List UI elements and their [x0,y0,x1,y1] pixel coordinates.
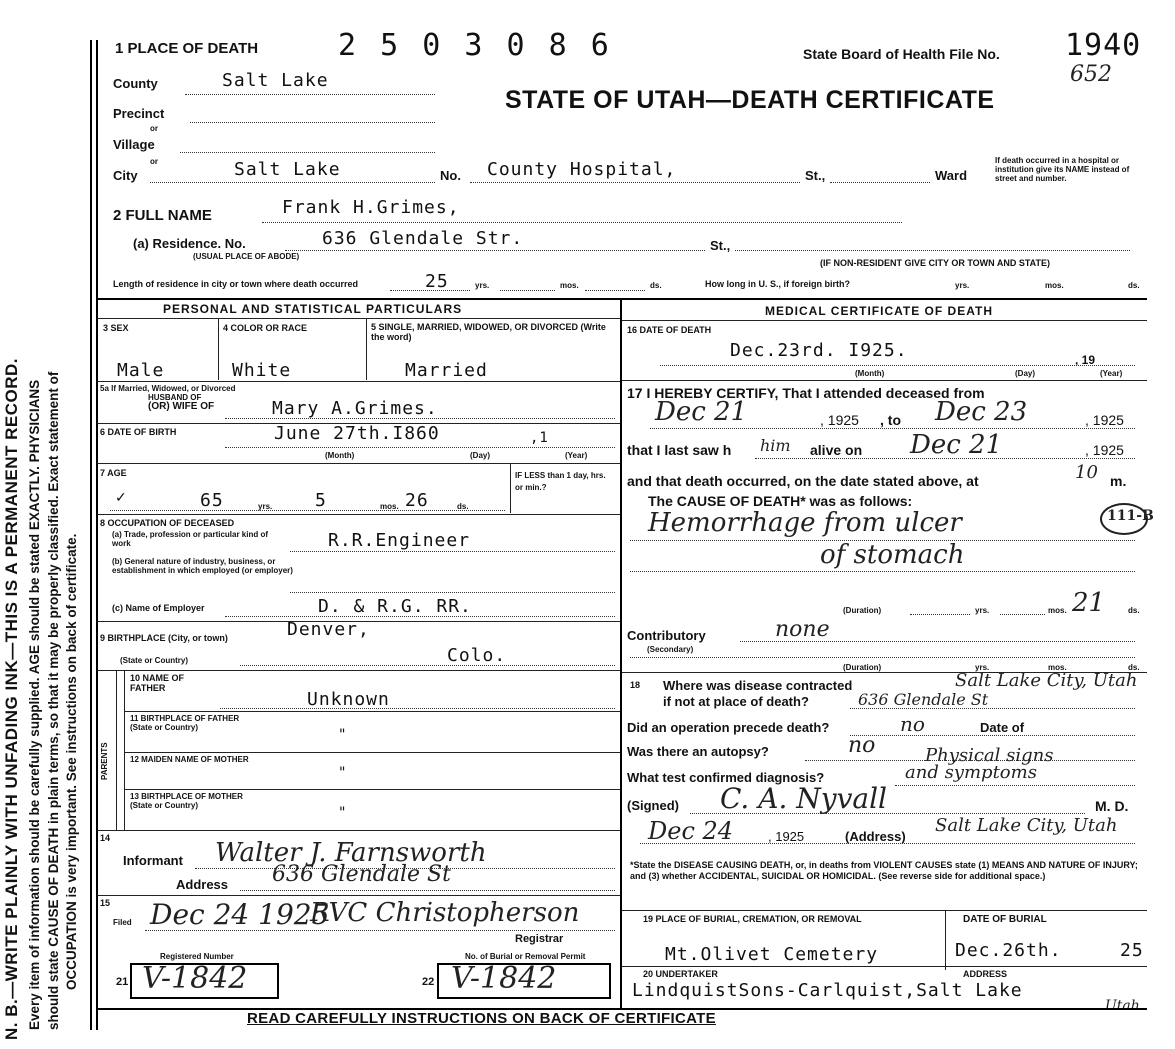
margin-line-2: Every item of information should be carefully supplied. AGE should be stated EXACTLY. PHYSICIANS [27,379,42,1030]
father-birthplace-label: 11 BIRTHPLACE OF FATHER (State or Country) [130,714,240,732]
burial-permit-index: 22 [422,976,435,988]
duration-label: (Duration) [843,606,882,615]
duration2-ds: ds. [1128,663,1140,672]
age-days: 26 [405,490,429,511]
last-saw-label: that I last saw h [627,442,732,458]
last-saw-year: , 1925 [1085,442,1124,458]
not-place-value: 636 Glendale St [858,690,989,709]
registered-number: V-1842 [142,961,248,996]
burial-permit-label: No. of Burial or Removal Permit [465,952,586,961]
last-saw-him: him [760,436,791,455]
age-months: 5 [315,490,327,511]
undertaker-label: 20 UNDERTAKER [643,969,718,979]
to-label: , to [880,412,901,428]
burial-year: 25 [1120,940,1144,961]
dob-value: June 27th.I860 [274,423,440,444]
ward-label: Ward [935,168,968,183]
father-value: Unknown [307,689,390,710]
contracted-value: Salt Lake City, Utah [955,670,1138,691]
margin-border [90,40,92,1030]
age-mos-label: mos. [380,502,399,511]
test-label: What test confirmed diagnosis? [627,770,825,785]
margin-line-4: OCCUPATION is very important. See instructions on back of certificate. [64,533,79,990]
occupation-a-label: (a) Trade, profession or particular kind of work [112,530,269,548]
alive-on-label: alive on [810,442,863,458]
address-no-label: No. [440,168,461,183]
md-label: M. D. [1095,798,1129,814]
how-long-ds: ds. [1128,281,1140,290]
footer-instructions: READ CAREFULLY INSTRUCTIONS ON BACK OF CERTIFICATE [247,1010,716,1027]
age-label: 7 AGE [100,468,127,478]
burial-date: Dec.26th. [955,940,1062,961]
registered-number-label: Registered Number [160,952,234,961]
marital-label: 5 SINGLE, MARRIED, WIDOWED, OR DIVORCED (Write the word) [371,322,606,342]
dob-label: 6 DATE OF BIRTH [100,427,177,437]
place-of-death-label: 1 PLACE OF DEATH [115,40,259,57]
sex-label: 3 SEX [103,323,129,333]
cause-footnote: *State the DISEASE CAUSING DEATH, or, in deaths from VIOLENT CAUSES state (1) MEANS AND NATURE OF INJURY; and (3) whether ACCIDENTAL, SUICIDAL OR HOMICIDAL. (See reverse side for additional space.) [630,860,1138,881]
sex-value: Male [117,360,165,381]
medical-section-title: MEDICAL CERTIFICATE OF DEATH [765,304,993,318]
length-residence-label: Length of residence in city or town where death occurred [113,279,359,289]
registrar-signature: RVC Christopherson [310,898,580,928]
st-label: St., [805,168,826,183]
full-name-label: 2 FULL NAME [113,207,212,224]
cause-label: The CAUSE OF DEATH* was as follows: [648,493,913,509]
autopsy-label: Was there an autopsy? [627,744,769,759]
physician-signature: C. A. Nyvall [720,782,887,815]
residence-label: (a) Residence. No. [133,236,246,251]
signed-year: , 1925 [768,829,805,844]
autopsy-note: Physical signs [925,745,1054,766]
certificate-number: 2 5 0 3 0 8 6 [338,28,612,63]
mother-birthplace-label: 13 BIRTHPLACE OF MOTHER (State or Country) [130,792,243,810]
full-name: Frank H.Grimes, [282,197,460,218]
ward-note: If death occurred in a hospital or institution give its NAME instead of street and number. [995,156,1130,183]
duration-yrs: yrs. [975,606,990,615]
occupation-value: R.R.Engineer [328,530,471,551]
nonresident-note: (IF NON-RESIDENT GIVE CITY OR TOWN AND STATE) [820,258,1051,268]
dob-tail: ,1 [530,430,549,446]
registered-number-box [130,963,279,999]
length-residence-value: 25 [425,271,449,292]
dod-label: 16 DATE OF DEATH [627,325,712,335]
birthplace-label: 9 BIRTHPLACE (City, or town) [100,633,228,643]
physician-address: Salt Lake City, Utah [935,815,1118,836]
last-saw-date: Dec 21 [910,430,1003,460]
dob-month-caption: (Month) [325,451,355,460]
test-value: and symptoms [905,762,1037,783]
file-no-label: State Board of Health File No. [803,46,1000,62]
certificate-title: STATE OF UTAH—DEATH CERTIFICATE [505,86,995,114]
cause-code-text: 111-B [1107,508,1154,524]
signed-date: Dec 24 [648,817,734,845]
attended-from: Dec 21 [655,397,748,427]
contributory-value: none [775,617,830,642]
dod-month-caption: (Month) [855,369,885,378]
margin-border-2 [96,40,98,1030]
death-time-suffix: m. [1110,473,1127,489]
undertaker-state: Utah [1105,998,1140,1014]
spouse-label-2: HUSBAND OF [148,393,202,402]
duration2-mos: mos. [1048,663,1067,672]
or-label-1: or [150,124,158,133]
age-check: ✓ [115,490,127,506]
personal-section-title: PERSONAL AND STATISTICAL PARTICULARS [163,302,463,316]
how-long-mos: mos. [1045,281,1064,290]
burial-place: Mt.Olivet Cemetery [665,944,879,965]
parents-label: PARENTS [100,742,109,780]
operation-value: no [900,712,925,736]
duration-ds: ds. [1128,606,1140,615]
dod-day-caption: (Day) [1015,369,1036,378]
margin-line-1: N. B.—WRITE PLAINLY WITH UNFADING INK—THIS IS A PERMANENT RECORD. [2,358,21,1040]
county-label: County [113,76,158,91]
occupation-b-label: (b) General nature of industry, business, or establishment in which employed (or employer) [112,557,293,575]
death-time-label: and that death occurred, on the date stated above, at [627,473,979,489]
residence-st-label: St., [710,238,731,253]
precinct-label: Precinct [113,106,165,121]
cause-secondary: of stomach [820,540,965,570]
duration-mos: mos. [1048,606,1067,615]
undertaker: LindquistSons-Carlquist,Salt Lake [632,980,1023,1001]
undertaker-address-label: ADDRESS [963,969,1008,979]
reg-number-index: 21 [116,976,129,988]
cause-code [1100,503,1154,535]
informant-label: Informant [123,853,183,868]
duration-value: 21 [1072,588,1106,618]
village-label: Village [113,137,155,152]
mother-birthplace: " [338,805,348,821]
cause-primary: Hemorrhage from ulcer [648,508,962,538]
birthplace-city: Denver, [287,619,370,640]
burial-permit-box [437,963,611,999]
autopsy-value: no [848,733,876,758]
registrar-label: Registrar [515,933,564,945]
burial-permit: V-1842 [451,961,557,996]
filed-number: 15 [100,898,111,908]
margin-instructions [0,0,92,1049]
burial-date-label: DATE OF BURIAL [963,914,1047,925]
residence-value: 636 Glendale Str. [322,228,524,249]
mother-label: 12 MAIDEN NAME OF MOTHER [130,755,249,764]
length-ds: ds. [650,281,662,290]
dob-year-caption: (Year) [565,451,588,460]
q18-number: 18 [630,680,641,690]
dob-day-caption: (Day) [470,451,491,460]
age-ds-label: ds. [457,502,469,511]
length-yrs: yrs. [475,281,490,290]
to-year: , 1925 [1085,412,1124,428]
duration2-yrs: yrs. [975,663,990,672]
not-place-label: if not at place of death? [663,694,809,709]
attended-to: Dec 23 [935,397,1028,427]
secondary-label: (Secondary) [647,645,694,654]
operation-label: Did an operation precede death? [627,720,830,735]
city-label: City [113,168,138,183]
filed-date: Dec 24 1925 [150,898,330,931]
burial-place-label: 19 PLACE OF BURIAL, CREMATION, OR REMOVAL [643,914,862,924]
dod-year-suffix: , 19 [1075,353,1096,367]
spouse-label-1: 5a If Married, Widowed, or Divorced [100,384,236,393]
city-value: Salt Lake [234,159,341,180]
father-label: 10 NAME OF FATHER [130,673,185,693]
margin-line-3: should state CAUSE OF DEATH in plain terms, so that it may be properly classified. Exact statement of [46,371,61,1030]
county-value: Salt Lake [222,70,329,91]
informant-address-label: Address [176,877,229,892]
employer-value: D. & R.G. RR. [318,596,472,617]
from-year: , 1925 [820,412,859,428]
less-than-day-label: IF LESS than 1 day, hrs. or min.? [515,471,606,492]
birthplace-state: Colo. [447,645,507,666]
dod-value: Dec.23rd. I925. [730,340,908,361]
dod-year-caption: (Year) [1100,369,1123,378]
certify-label: 17 I HEREBY CERTIFY, That I attended deceased from [627,385,985,401]
marital-value: Married [405,360,488,381]
date-of-label: Date of [980,720,1025,735]
file-no-secondary: 652 [1070,62,1112,87]
how-long-label: How long in U. S., if foreign birth? [705,279,850,289]
age-yrs-label: yrs. [258,502,273,511]
death-time: 10 [1075,462,1098,483]
father-birthplace: " [338,727,348,743]
length-mos: mos. [560,281,579,290]
address-label: (Address) [845,829,906,844]
duration2-label: (Duration) [843,663,882,672]
usual-place-note: (USUAL PLACE OF ABODE) [193,252,300,261]
color-value: White [232,360,292,381]
how-long-yrs: yrs. [955,281,970,290]
signed-label: (Signed) [627,798,679,813]
spouse-label-3: (OR) WIFE OF [148,401,215,412]
informant-address: 636 Glendale St [272,862,451,887]
or-label-2: or [150,157,158,166]
color-label: 4 COLOR OR RACE [223,323,308,333]
contracted-label: Where was disease contracted [663,678,853,693]
spouse-value: Mary A.Grimes. [272,398,438,419]
age-years: 65 [200,490,224,511]
death-address: County Hospital, [487,159,677,180]
birthplace-state-label: (State or Country) [120,656,188,665]
contributory-label: Contributory [627,628,706,643]
filed-label: Filed [113,918,132,927]
informant-signature: Walter J. Farnsworth [215,838,487,868]
mother-value: " [338,765,348,781]
informant-number: 14 [100,833,111,843]
file-no: 1940 [1065,28,1142,63]
occupation-label: 8 OCCUPATION OF DECEASED [100,518,235,528]
employer-label: (c) Name of Employer [112,603,205,613]
